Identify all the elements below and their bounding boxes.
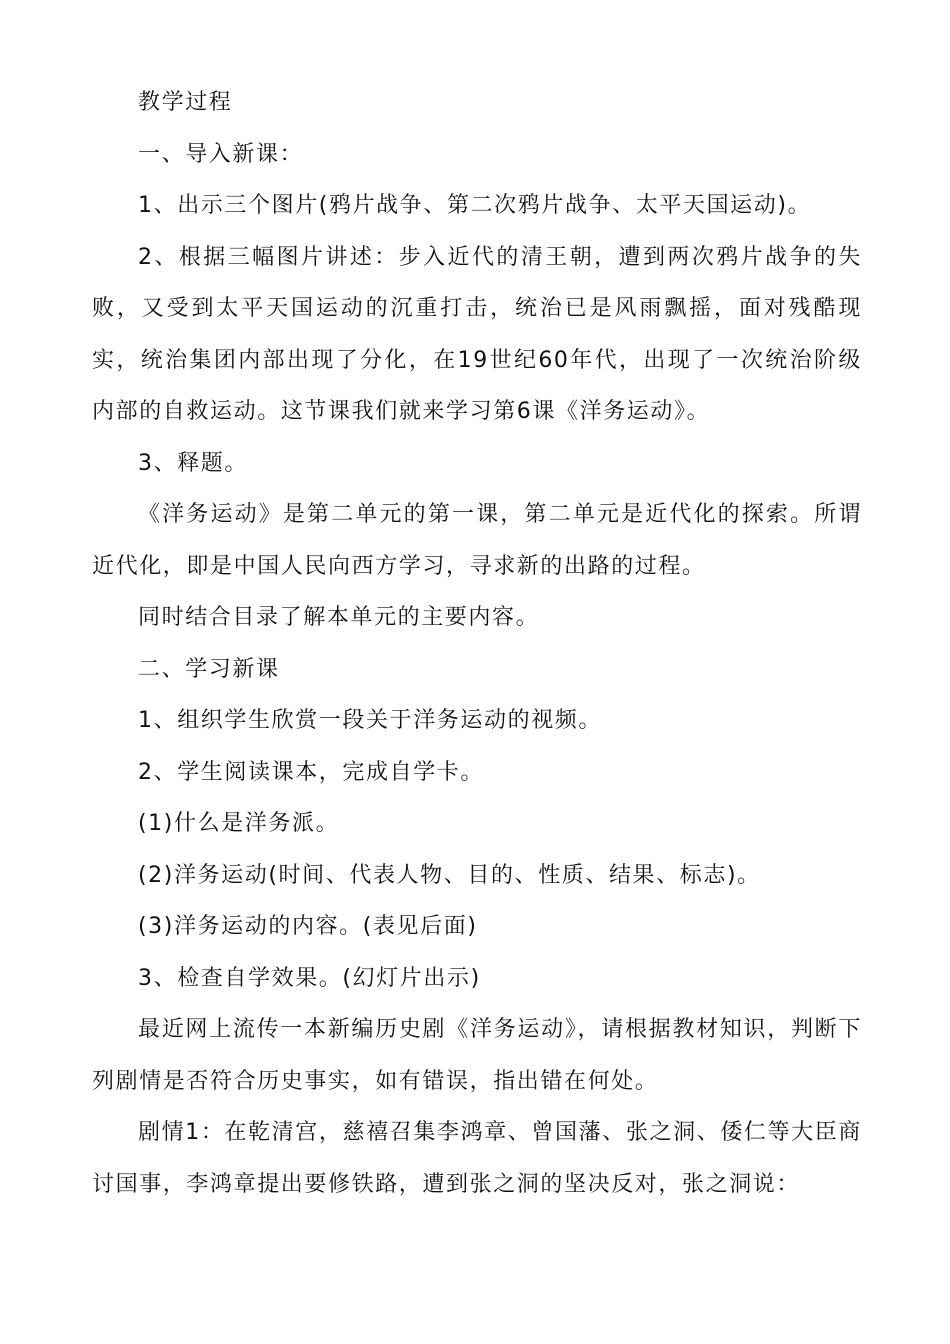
paragraph: 2、学生阅读课本，完成自学卡。 bbox=[138, 759, 484, 785]
section-intro-new-lesson: 一、导入新课： bbox=[138, 141, 304, 167]
paragraph: (2)洋务运动(时间、代表人物、目的、性质、结果、标志)。 bbox=[138, 862, 761, 888]
section-learn-new-lesson: 二、学习新课 bbox=[138, 656, 280, 682]
paragraph: 3、释题。 bbox=[138, 450, 248, 476]
paragraph: 同时结合目录了解本单元的主要内容。 bbox=[138, 605, 540, 630]
heading-teaching-process: 教学过程 bbox=[138, 90, 233, 115]
paragraph: 剧情1：在乾清宫，慈禧召集李鸿章、曾国藩、张之洞、倭仁等大臣商讨国事，李鸿章提出要修铁路，遭到张之洞的坚决反对，张之洞说： bbox=[92, 1120, 862, 1197]
document-body bbox=[92, 77, 862, 1210]
paragraph: 《洋务运动》是第二单元的第一课，第二单元是近代化的探索。所谓近代化，即是中国人民向西方学习，寻求新的出路的过程。 bbox=[92, 502, 862, 579]
paragraph: 最近网上流传一本新编历史剧《洋务运动》，请根据教材知识，判断下列剧情是否符合历史事实，如有错误，指出错在何处。 bbox=[92, 1017, 862, 1094]
paragraph: (3)洋务运动的内容。(表见后面) bbox=[138, 914, 478, 939]
paragraph: (1)什么是洋务派。 bbox=[138, 811, 340, 836]
paragraph: 1、出示三个图片(鸦片战争、第二次鸦片战争、太平天国运动)。 bbox=[138, 193, 812, 218]
paragraph: 2、根据三幅图片讲述：步入近代的清王朝，遭到两次鸦片战争的失败，又受到太平天国运动的沉重打击，统治已是风雨飘摇，面对残酷现实，统治集团内部出现了分化，在19世纪60年代，出现了一次统治阶级内部的自救运动。这节课我们就来学习第6课《洋务运动》。 bbox=[92, 244, 862, 424]
paragraph: 1、组织学生欣赏一段关于洋务运动的视频。 bbox=[138, 708, 602, 733]
paragraph: 3、检查自学效果。(幻灯片出示) bbox=[138, 965, 481, 991]
